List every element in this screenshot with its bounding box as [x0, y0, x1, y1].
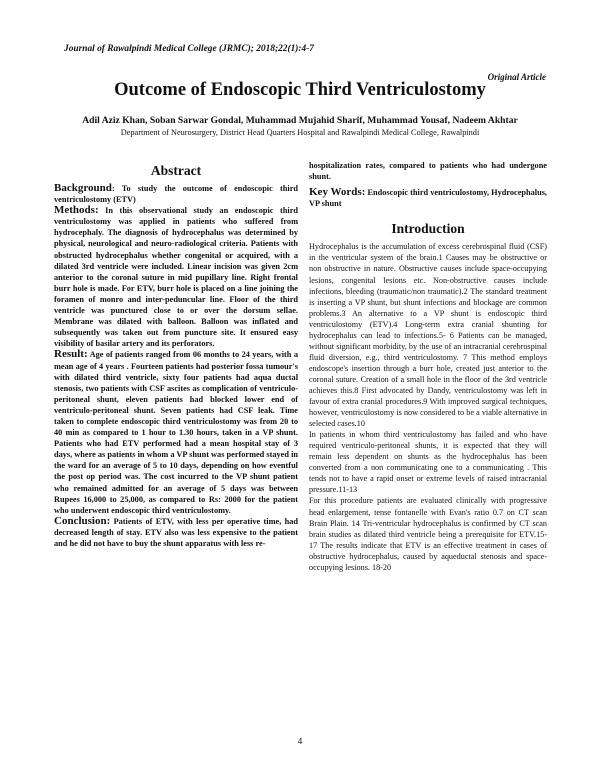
keywords-text: Endoscopic third ventriculostomy, Hydrocephalus, VP shunt [309, 188, 547, 209]
affiliation: Department of Neurosurgery, District Head Quarters Hospital and Rawalpindi Medical College, Rawalpindi [120, 128, 480, 137]
introduction-heading: Introduction [391, 221, 465, 237]
abstract-heading: Abstract [150, 163, 202, 178]
abstract-background [54, 183, 298, 205]
left-column [54, 160, 298, 549]
article-type: Original Article [487, 72, 546, 82]
intro-paragraph-1: Hydrocephalus is the accumulation of excess cerebrospinal fluid (CSF) in the ventricular system of the brain.1 Causes may be obstructive or non obstructive in nature. Obstructive causes include space-occupying lesions, congenital lesions etc. Non-obstructive causes include infections, bleeding (traumatic/non traumatic).2 The standard treatment is inserting a VP shunt, but shunt infections and blockage are common problems.3 An alternative to a VP shunt is endoscopic third ventriculostomy (ETV).4 Long-term extra cranial shunting for hydrocephalus can lead to infections.5- 6 Patients can be managed, without significant morbidity, by the use of an intracranial cerebrospinal fluid diversion, e.g., third ventriculostomy. 7 This method employs endoscope's insertion through a burr hole, created just anterior to the coronal suture. Creation of a small hole in the floor of the 3rd ventricle achieves this.8 First advocated by Dandy, ventriculostomy was left in favour of extra cranial procedures.9 With improved surgical techniques, however, ventriculostomy is now considered to be a viable alternative in selected cases.10 [309, 242, 547, 429]
author-list: Adil Aziz Khan, Soban Sarwar Gondal, Muhammad Mujahid Sharif, Muhammad Yousaf, Nadeem Akhtar [82, 115, 518, 126]
keywords [309, 187, 547, 209]
abstract-conclusion [54, 516, 298, 549]
intro-paragraph-2: In patients in whom third ventriculostomy has failed and who have required ventriculo-peritoneal shunts, it is expected that they will remain less dependent on shunts as the hydrocephalus has been converted from a non communicating one to a communicating . This tends not to have a rapid onset or extreme levels of raised intracranial pressure.11-13 [309, 430, 547, 495]
result-text: Age of patients ranged from 06 months to 24 years, with a mean age of 4 years . Fourteen patients had posterior fossa tumour's with dilated third ventricle, sixty four patients had aqua ductal stenosis, two patients with CSF ascites as complication of ventriculo-peritoneal shunt, eleven patients had blocked lower end of ventriculo-peritoneal shunt. Seven patients had CSF leak. Time taken to complete endoscopic third ventriculostomy was from 20 to 40 min as compared to 1 hour to 1.30 hours, taken in a VP shunt. Patients who had ETV performed had a mean hospital stay of 3 days, where as patients in whom a VP shunt was performed stayed in the ward for an average of 5 to 10 days, depending on how eventful the post op period was. The cost incurred to the VP shunt patient who remained admitted for an average of 5 days was between Rupees 16,000 to 25,000, as compared to Rs: 2000 for the patient who underwent endoscopic third ventriculostomy. [54, 350, 298, 515]
page-number: 4 [297, 736, 303, 746]
keywords-label: Key Words: [309, 186, 366, 199]
background-label: Background [54, 182, 112, 194]
introduction-body [309, 241, 547, 572]
conclusion-text: Patients of ETV, with less per operative time, had decreased length of stay. ETV also was less expensive to the patient and he did not have to buy the shunt apparatus with less re- [54, 516, 298, 548]
methods-text: In this observational study an endoscopic third ventriculostomy was applied in patients who suffered from hydrocephaly. The diagnosis of hydrocephalus was determined by physical, neurological and neuro-radiological criteria. Patients with obstructed hydrocephalus whether congenital or acquired, with a dilated 3rd ventricle were included. Linear incision was given 2cm anterior to the coronal suture in mid pupillary line. Right frontal burr hole is made. For ETV, burr hole is placed on a line joining the foramen of monro and inter-peduncular line. Floor of the third ventricle was punctured close to or over the dorsum sellae. Membrane was dilated with balloon. Balloon was inflated and subsequently was taken out from puncture site. It ensured easy visibility of basilar artery and its perforators. [54, 206, 298, 349]
journal-citation: Journal of Rawalpindi Medical College (JRMC); 2018;22(1):4-7 [64, 44, 314, 54]
background-text: : To study the outcome of endoscopic third ventriculostomy (ETV) [54, 184, 298, 205]
methods-label: Methods: [54, 204, 99, 217]
right-column [309, 160, 547, 573]
abstract-methods [54, 205, 298, 349]
article-title: Outcome of Endoscopic Third Ventriculostomy [114, 80, 486, 100]
conclusion-label: Conclusion: [54, 514, 111, 527]
result-label: Result: [54, 348, 88, 361]
intro-paragraph-3: For this procedure patients are evaluated clinically with progressive head enlargement, tense fontanelle with Evan's ratio 0.7 on CT scan Brain Plain. 14 Tri-ventricular hydrocephalus is confirmed by CT scan brain studies as dilated third ventricle being a prerequisite for ETV.15-17 The results indicate that ETV is an effective treatment in cases of obstructive hydrocephalus, caused by aqueductal stenosis and space-occupying lesions. 18-20 [309, 496, 547, 572]
conclusion-continued: hospitalization rates, compared to patients who had undergone shunt. [309, 161, 547, 182]
abstract-result [54, 349, 298, 515]
